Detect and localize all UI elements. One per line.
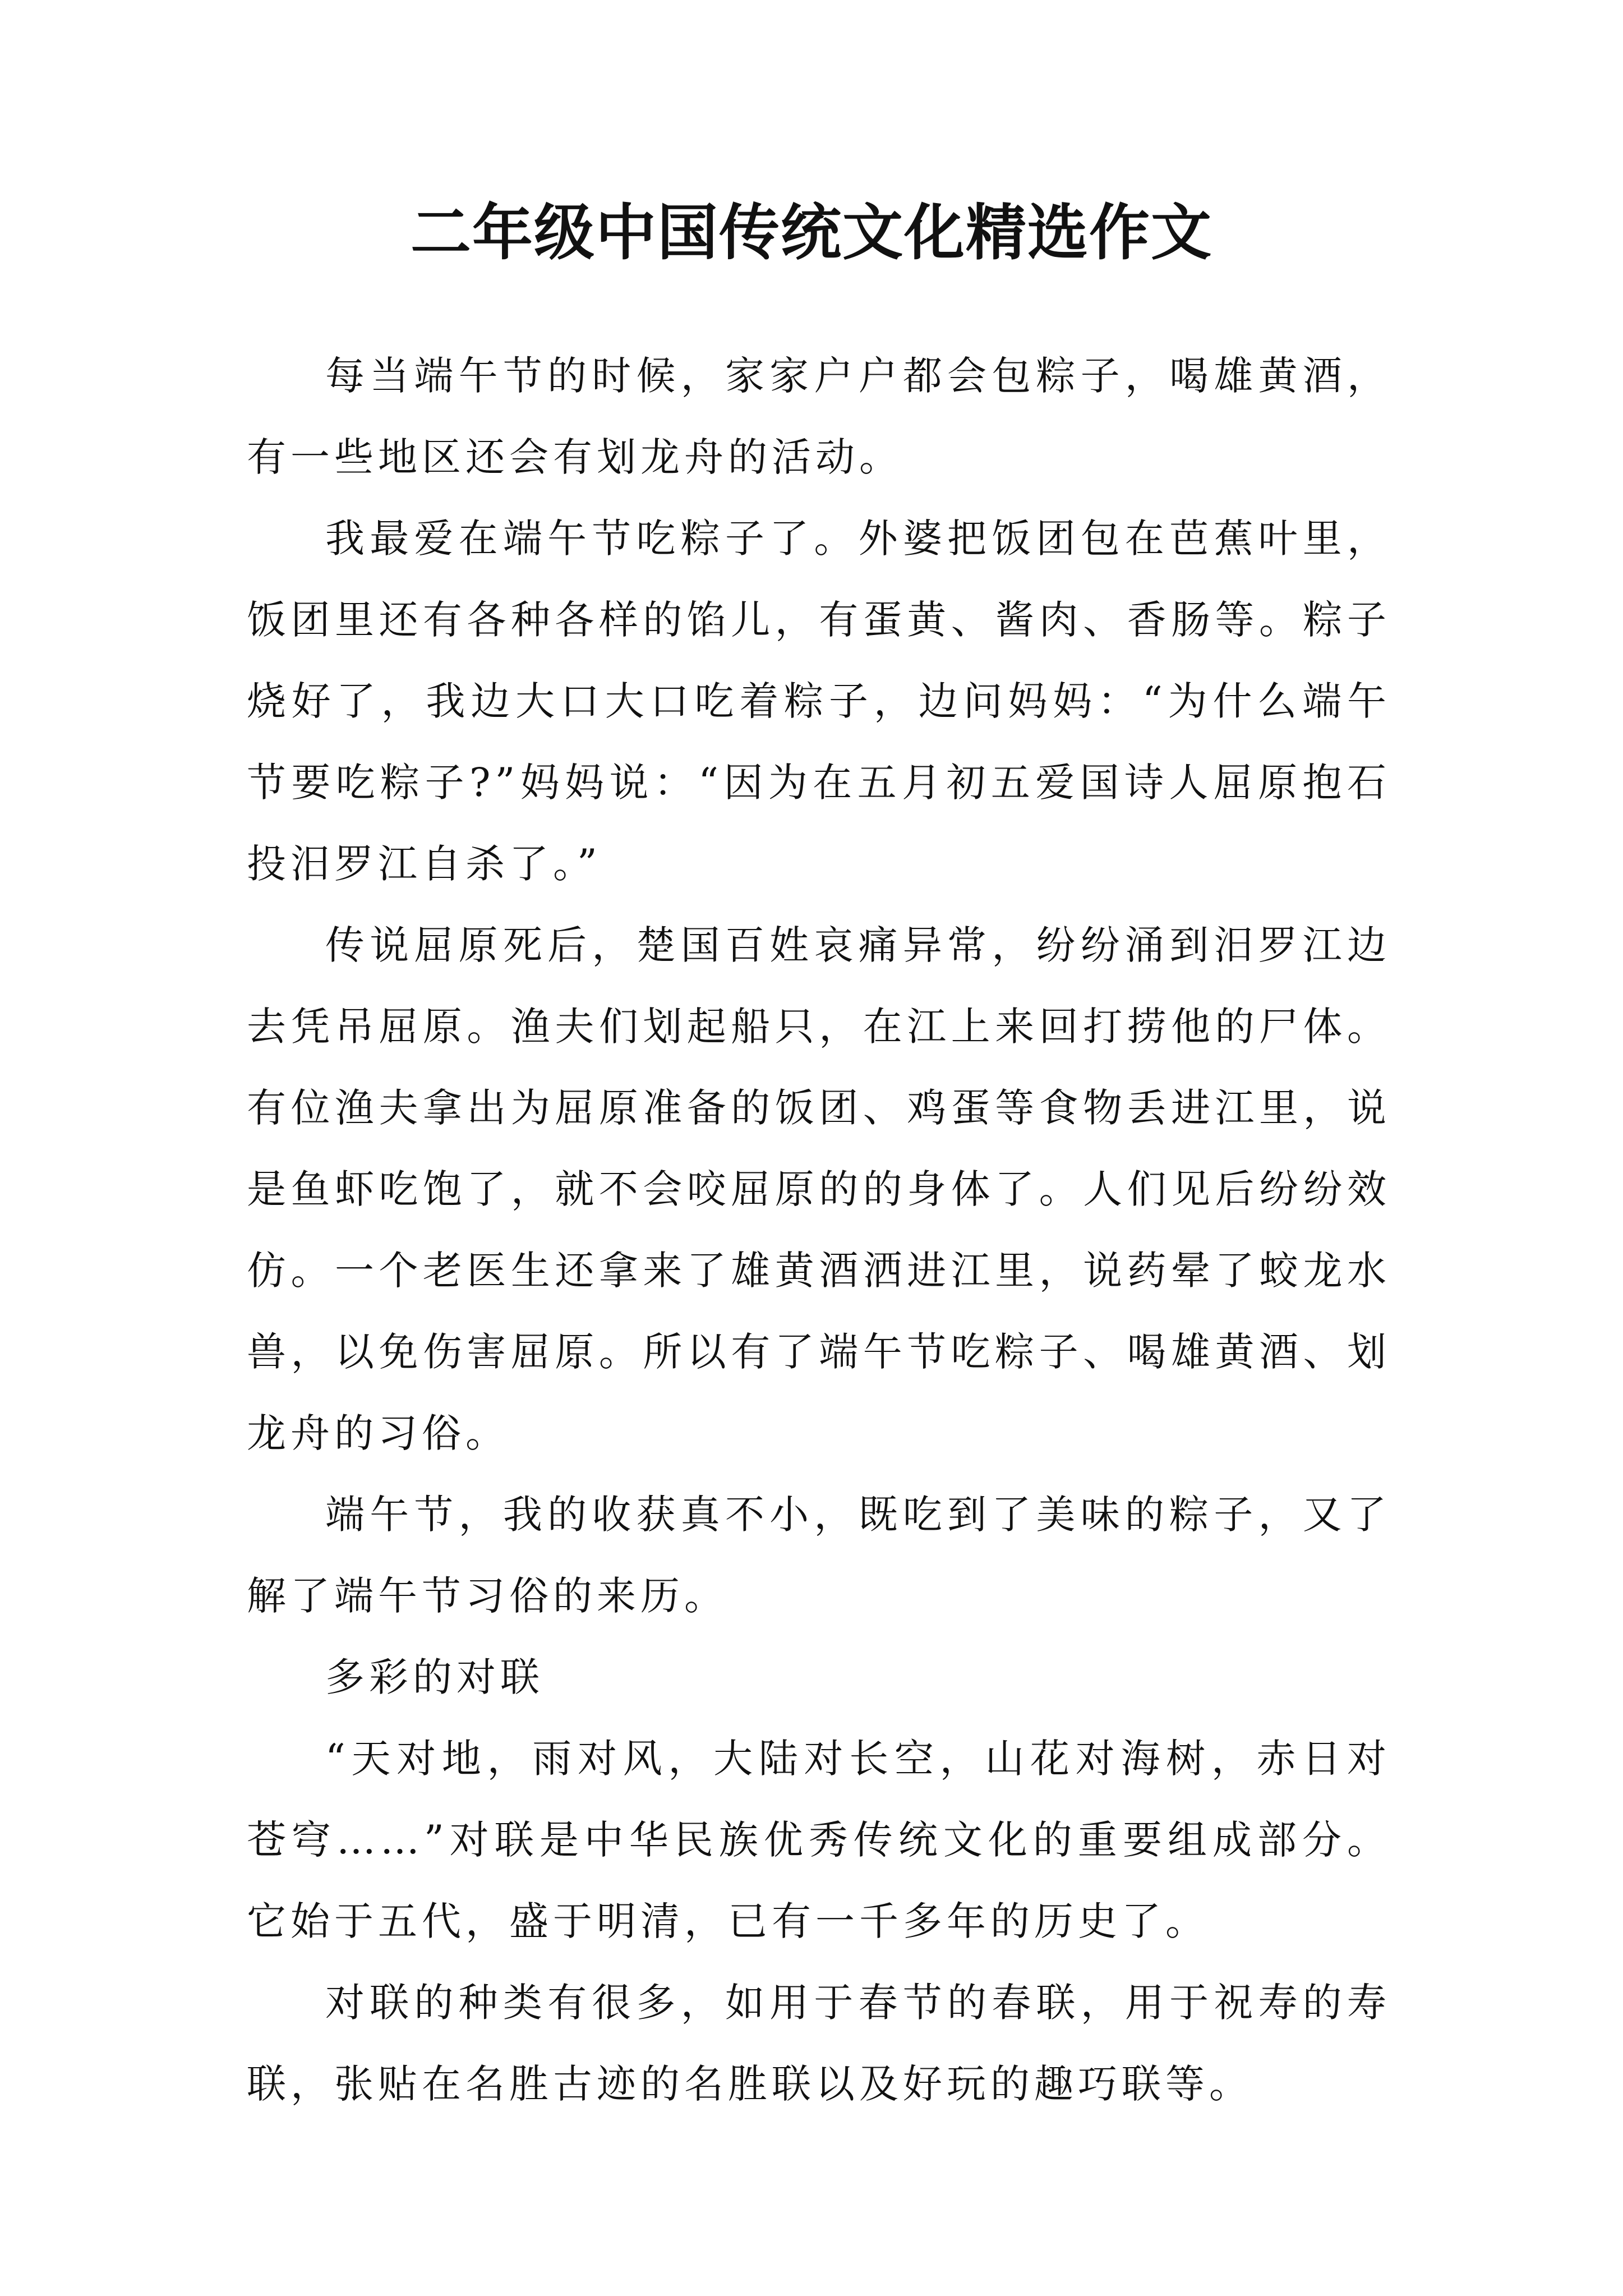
paragraph-3: 传说屈原死后，楚国百姓哀痛异常，纷纷涌到汨罗江边去凭吊屈原。渔夫们划起船只，在江上来回打捞他的尸体。有位渔夫拿出为屈原准备的饭团、鸡蛋等食物丢进江里，说是鱼虾吃饱了，就不会咬屈原的的身体了。人们见后纷纷效仿。一个老医生还拿来了雄黄酒洒进江里，说药晕了蛟龙水兽，以免伤害屈原。所以有了端午节吃粽子、喝雄黄酒、划龙舟的习俗。 <box>247 922 1391 1456</box>
paragraph-2: 我最爱在端午节吃粽子了。外婆把饭团包在芭蕉叶里，饭团里还有各种各样的馅儿，有蛋黄、酱肉、香肠等。粽子烧好了，我边大口大口吃着粽子，边问妈妈：“为什么端午节要吃粽子?”妈妈说：“因为在五月初五爱国诗人屈原抱石投汨罗江自杀了。” <box>247 516 1391 887</box>
paragraph-4: 端午节，我的收获真不小，既吃到了美味的粽子，又了解了端午节习俗的来历。 <box>247 1492 1391 1619</box>
document-body <box>247 335 1391 2125</box>
paragraph-1: 每当端午节的时候，家家户户都会包粽子，喝雄黄酒，有一些地区还会有划龙舟的活动。 <box>247 353 1391 480</box>
paragraph-6: 对联的种类有很多，如用于春节的春联，用于祝寿的寿联，张贴在名胜古迹的名胜联以及好玩的趣巧联等。 <box>247 1980 1391 2107</box>
section-heading: 多彩的对联 <box>325 1654 544 1700</box>
document-title: 二年级中国传统文化精选作文 <box>410 197 1212 268</box>
paragraph-5: “天对地，雨对风，大陆对长空，山花对海树，赤日对苍穹……”对联是中华民族优秀传统文化的重要组成部分。它始于五代，盛于明清，已有一千多年的历史了。 <box>247 1736 1391 1944</box>
